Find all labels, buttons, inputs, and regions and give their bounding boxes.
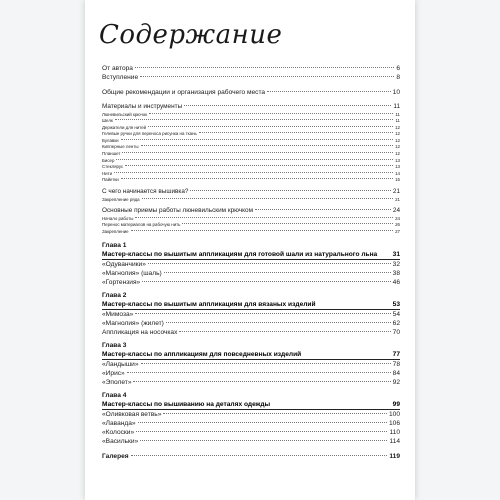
chapter-label: Глава 1 [102,242,127,250]
toc-row [102,437,400,446]
toc-row [102,328,400,337]
toc-page: 24 [395,215,400,221]
dot-leader [135,67,394,68]
dot-leader [116,159,393,160]
toc-page: 119 [389,453,400,461]
toc-subrow [102,177,400,184]
dot-leader [125,165,393,166]
toc-page: 78 [392,361,400,369]
dot-leader [141,145,394,146]
toc-label: «Магнолия» (шаль) [102,270,162,278]
toc-label: «Одуванчики» [102,261,146,269]
toc-subrow [102,151,400,158]
toc-label: Гелевые ручки для переноса рисунка на ткань [102,131,197,137]
toc-subrow [102,131,400,138]
toc-section-row [102,188,400,197]
dot-leader [148,126,393,127]
dot-leader [131,230,394,231]
toc-row [102,73,400,82]
dot-leader [140,76,394,77]
toc-label: Кипперные ленты [102,144,139,150]
toc-subrow [102,229,400,236]
dot-leader [199,132,393,133]
toc-label: «Ландыши» [102,361,139,369]
toc-label: Бисер [102,157,115,163]
dot-leader [179,331,390,332]
toc-page: 11 [395,111,400,117]
dot-leader [164,272,391,273]
toc-page: 21 [395,196,400,202]
dot-leader [267,91,391,92]
dot-leader [136,431,387,432]
dot-leader [142,281,390,282]
toc-label: Вступление [102,74,139,81]
table-of-contents [102,64,400,461]
dot-leader [141,363,391,364]
toc-row [102,88,400,97]
toc-subrow [102,222,400,229]
toc-page: 53 [392,301,400,309]
toc-label: Булавки [102,137,119,143]
toc-subrow [102,216,400,223]
toc-label: «Лаванда» [102,420,136,428]
toc-page: 100 [388,411,400,419]
toc-page: 21 [392,188,400,196]
page-title: Содержание [99,20,283,50]
toc-row [102,278,400,287]
toc-label: Нити [102,170,113,176]
toc-page: 13 [395,157,400,163]
toc-page: 38 [392,270,400,278]
dot-leader [138,422,387,423]
toc-row [102,310,400,319]
toc-label: «Магнолия» (жилет) [102,320,164,328]
dot-leader [182,223,393,224]
dot-leader [190,190,390,191]
toc-row [102,378,400,387]
toc-gallery-row [102,452,400,461]
toc-label: Закрепление [102,228,129,234]
toc-subrow [102,158,400,165]
toc-page: 15 [395,177,400,183]
toc-subrow [102,118,400,125]
toc-subrow [102,125,400,132]
toc-label: Стеклярус [102,164,124,170]
toc-label: От автора [102,65,133,72]
toc-page: 12 [395,151,400,157]
toc-page: 92 [392,379,400,387]
chapter-label: Глава 2 [102,292,127,300]
toc-page: 12 [395,124,400,130]
toc-page: 31 [392,251,400,259]
dot-leader [127,372,391,373]
toc-row [102,260,400,269]
toc-label: Закрепление ряда [102,196,140,202]
toc-page: 11 [395,118,400,124]
toc-label: «Васильки» [102,438,139,446]
toc-label: «Мимоза» [102,311,134,319]
toc-label: «Ирис» [102,370,125,378]
toc-label: Основные приемы работы люневильским крючком [102,207,253,215]
toc-section-row [102,103,400,112]
toc-section-row [102,207,400,216]
toc-row [102,319,400,328]
chapter-heading-row [102,400,400,410]
toc-page: 10 [392,89,400,96]
toc-row [102,428,400,437]
toc-page: 13 [395,164,400,170]
toc-label: Держатели для нитей [102,124,147,130]
toc-page: 99 [392,401,400,409]
toc-row [102,269,400,278]
toc-page: 24 [392,207,400,215]
toc-page: 110 [389,429,400,437]
toc-page: 6 [396,65,400,72]
chapter-label: Глава 3 [102,342,127,350]
toc-page: 14 [395,170,400,176]
toc-page: 84 [392,370,400,378]
dot-leader [166,322,391,323]
toc-page: 12 [395,144,400,150]
toc-subrow [102,171,400,178]
dot-leader [148,263,391,264]
chapter-label: Глава 4 [102,392,127,400]
toc-label: Мастер-классы по вышитым аппликациям для вязаных изделий [102,301,316,309]
dot-leader [184,105,391,106]
toc-page: 106 [388,420,400,428]
toc-row [102,419,400,428]
dot-leader [140,440,387,441]
toc-page: 26 [395,222,400,228]
dot-leader [255,209,391,210]
toc-page: 54 [392,311,400,319]
dot-leader [131,455,388,456]
toc-label: Галерея [102,453,129,461]
toc-label: Шелк [102,118,113,124]
toc-row [102,360,400,369]
dot-leader [142,198,394,199]
toc-page: 27 [395,228,400,234]
toc-label: Пайетки [102,177,119,183]
toc-label: Планшет [102,151,121,157]
toc-page: 77 [392,351,400,359]
chapter-heading-row [102,350,400,360]
dot-leader [135,217,393,218]
dot-leader [115,119,394,120]
toc-subrow [102,138,400,145]
toc-page: 62 [392,320,400,328]
dot-leader [149,113,393,114]
toc-label: «Гортензия» [102,279,141,287]
toc-row [102,410,400,419]
dot-leader [122,152,393,153]
dot-leader [121,139,394,140]
toc-page: 12 [395,131,400,137]
toc-label: Перенос материалов на рабочую нить [102,222,181,228]
dot-leader [121,178,393,179]
dot-leader [133,381,390,382]
toc-page: 114 [389,438,400,446]
book-page [85,0,415,500]
toc-label: Аппликация на носочках [102,329,178,337]
toc-label: Мастер-классы по аппликациям для повседневных изделий [102,351,302,359]
toc-page: 32 [392,261,400,269]
dot-leader [163,413,387,414]
toc-subrow [102,197,400,204]
toc-label: «Эполет» [102,379,132,387]
toc-page: 46 [392,279,400,287]
toc-label: Материалы и инструменты [102,103,183,110]
toc-subrow [102,144,400,151]
toc-subrow [102,112,400,119]
chapter-heading-row [102,300,400,310]
toc-label: Люневильский крючок [102,111,148,117]
toc-label: С чего начинается вышивка? [102,188,189,196]
chapter-heading-row [102,250,400,260]
toc-label: «Колоски» [102,429,135,437]
toc-page: 12 [395,137,400,143]
toc-label: «Оливковая ветвь» [102,411,162,419]
toc-page: 8 [396,74,400,81]
toc-page: 70 [392,329,400,337]
toc-row [102,64,400,73]
toc-page: 11 [393,103,400,110]
toc-label: Начало работы [102,215,134,221]
toc-subrow [102,164,400,171]
dot-leader [114,172,393,173]
toc-row [102,369,400,378]
toc-label: Мастер-классы по вышиванию на деталях одежды [102,401,271,409]
toc-label: Общие рекомендации и организация рабочего места [102,89,266,96]
dot-leader [135,313,390,314]
toc-label: Мастер-классы по вышитым аппликациям для готовой шали из натурального льна [102,251,378,259]
